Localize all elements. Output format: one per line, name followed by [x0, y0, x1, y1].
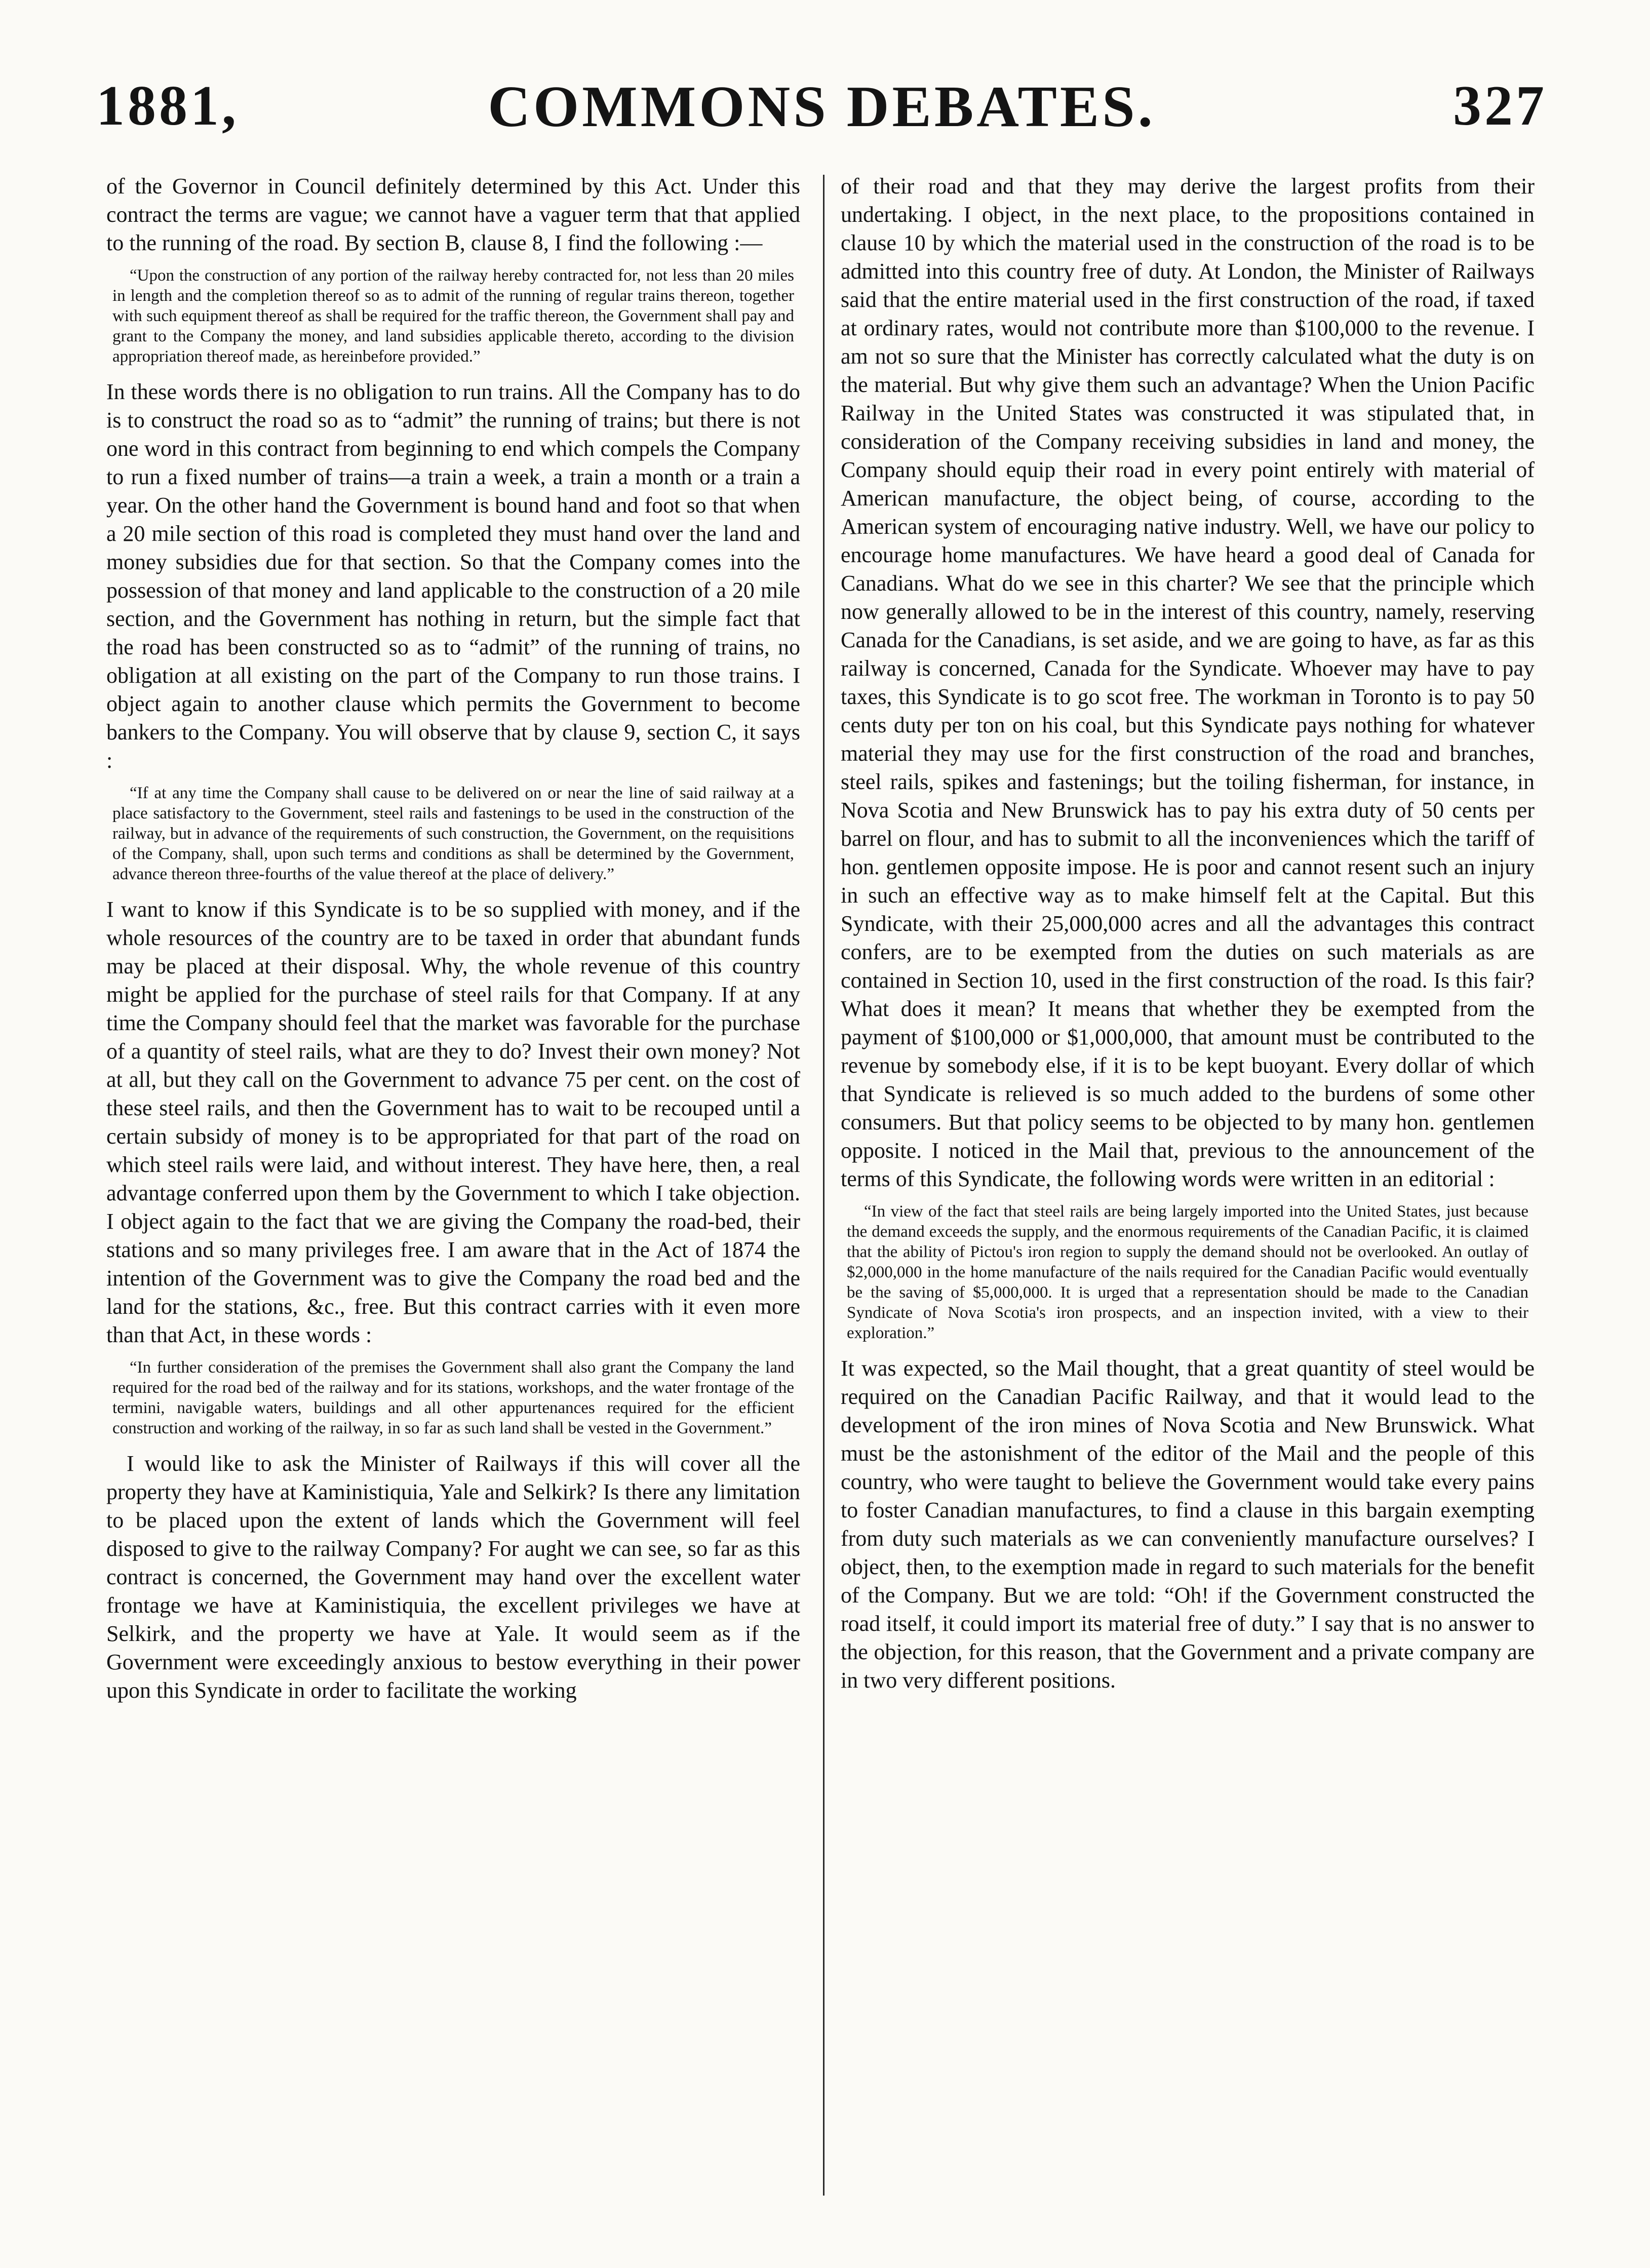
paragraph: of their road and that they may derive the largest profits from their undertaking. I object, in the next place, to the propositions contained in clause 10 by which the material used in the construction of the road is to be admitted into this country free of duty. At London, the Minister of Railways said that the entire material used in the first construction of the road, if taxed at ordinary rates, would not contribute more than $100,000 to the revenue. I am not so sure that the Minister has correctly calculated what the duty is on the material. But why give them such an advantage? When the Union Pacific Railway in the United States was constructed it was stipulated that, in consideration of the Company receiving subsidies in land and money, the Company should equip their road in every point entirely with material of American manufacture, the object being, of course, according to the American system of encouraging native industry. Well, we have our policy to encourage home manufactures. We have heard a good deal of Canada for Canadians. What do we see in this charter? We see that the principle which now generally allowed to be in the interest of this country, namely, reserving Canada for the Canadians, is set aside, and we are going to have, as far as this railway is concerned, Canada for the Syndicate. Whoever may have to pay taxes, this Syndicate is to go scot free. The workman in Toronto is to pay 50 cents duty per ton on his coal, but this Syndicate pays nothing for whatever material they may use for the first construction of the road and branches, steel rails, spikes and fastenings; but the toiling fisherman, for instance, in Nova Scotia and New Brunswick has to pay his extra duty of 50 cents per barrel on flour, and has to submit to all the inconveniences which the tariff of hon. gentlemen opposite impose. He is poor and cannot resent such an injury in such an effective way as to make himself felt at the Capital. But this Syndicate, with their 25,000,000 acres and all the advantages this contract confers, are to be exempted from the duties on such materials as are contained in Section 10, used in the first construction of the road. Is this fair? What does it mean? It means that whether they be exempted from the payment of $100,000 or $1,000,000, that amount must be contributed to the revenue by somebody else, if it is to be kept buoyant. Every dollar of which that Syndicate is relieved is so much added to the burdens of some other consumers. But that policy seems to be objected to by many hon. gentlemen opposite. I noticed in the Mail that, previous to the announcement of the terms of this Syndicate, the following words were written in an editorial : [841, 174, 1535, 1191]
quotation: “In view of the fact that steel rails are being largely imported into the United States, just because the demand exceeds the supply, and the enormous requirements of the Canadian Pacific, it is claimed that the ability of Pictou's iron region to supply the demand should not be overlooked. An outlay of $2,000,000 in the home manufacture of the nails required for the Canadian Pacific would eventually be the saving of $5,000,000. It is urged that a representation should be made to the Canadian Syndicate of Nova Scotia's iron prospects, and an inspection invited, with a view to their exploration.” [847, 1202, 1528, 1342]
left-column [106, 172, 800, 1710]
quotation: “Upon the construction of any portion of the railway hereby contracted for, not less than 20 miles in length and the completion thereof so as to admit of the running of regular trains thereon, together with such equipment thereof as shall be required for the traffic thereon, the Government shall pay and grant to the Company the money, and land subsidies applicable thereto, according to the division appropriation thereof made, as hereinbefore provided.” [112, 266, 794, 366]
header-year: 1881, [96, 74, 239, 137]
paragraph: I would like to ask the Minister of Railways if this will cover all the property they have at Kaministiquia, Yale and Selkirk? Is there any limitation to be placed upon the extent of lands which the Government will feel disposed to give to the railway Company? For aught we can see, so far as this contract is concerned, the Government may hand over the excellent water frontage we have at Kaministiquia, the excellent privileges we have at Selkirk, and the property we have at Yale. It would seem as if the Government were exceedingly anxious to bestow everything in their power upon this Syndicate in order to facilitate the working [106, 1451, 800, 1703]
paragraph: In these words there is no obligation to run trains. All the Company has to do is to construct the road so as to “admit” the running of trains; but there is not one word in this contract from beginning to end which compels the Company to run a fixed number of trains—a train a week, a train a month or a train a year. On the other hand the Government is bound hand and foot so that when a 20 mile section of this road is completed they must hand over the land and money subsidies due for that section. So that the Company comes into the possession of that money and land applicable to the construction of a 20 mile section, and the Government has nothing in return, but the simple fact that the road has been constructed so as to “admit” of the running of trains, no obligation at all existing on the part of the Company to run those trains. I object again to another clause which permits the Government to become bankers to the Company. You will observe that by clause 9, section C, it says : [106, 379, 800, 773]
paragraph: It was expected, so the Mail thought, that a great quantity of steel would be required on the Canadian Pacific Railway, and that it would lead to the development of the iron mines of Nova Scotia and New Brunswick. What must be the astonishment of the editor of the Mail and the people of this country, who were taught to believe the Government would take every pains to foster Canadian manufactures, to find a clause in this bargain exempting from duty such materials as we can conveniently manufacture ourselves? I object, then, to the exemption made in regard to such materials for the benefit of the Company. But we are told: “Oh! if the Government constructed the road itself, it could import its material free of duty.” I say that is no answer to the objection, for this reason, that the Government and a private company are in two very different positions. [841, 1356, 1535, 1693]
header-page-number: 327 [1453, 74, 1547, 137]
column-divider [823, 175, 824, 2196]
header-title: COMMONS DEBATES. [488, 74, 1156, 139]
quotation: “If at any time the Company shall cause to be delivered on or near the line of said railway at a place satisfactory to the Government, steel rails and fastenings to be used in the construction of the railway, but in advance of the requirements of such construction, the Government, on the requisitions of the Company, shall, upon such terms and conditions as shall be determined by the Government, advance thereon three-fourths of the value thereof at the place of delivery.” [112, 784, 794, 883]
page-header [96, 73, 1547, 149]
quotation: “In further consideration of the premises the Government shall also grant the Company the land required for the road bed of the railway and for its stations, workshops, and the water frontage of the termini, navigable waters, buildings and all other appurtenances required for the efficient construction and working of the railway, in so far as such land shall be vested in the Government.” [112, 1358, 794, 1437]
right-column [841, 172, 1535, 1700]
paragraph: I want to know if this Syndicate is to be so supplied with money, and if the whole resources of the country are to be taxed in order that abundant funds may be placed at their disposal. Why, the whole revenue of this country might be applied for the purchase of steel rails for that Company. If at any time the Company should feel that the market was favorable for the purchase of a quantity of steel rails, what are they to do? Invest their own money? Not at all, but they call on the Government to advance 75 per cent. on the cost of these steel rails, and then the Government has to wait to be recouped until a certain subsidy of money is to be appropriated for that part of the road on which steel rails were laid, and without interest. They have here, then, a real advantage conferred upon them by the Government to which I take objection. I object again to the fact that we are giving the Company the road-bed, their stations and so many privileges free. I am aware that in the Act of 1874 the intention of the Government was to give the Company the road bed and the land for the stations, &c., free. But this contract carries with it even more than that Act, in these words : [106, 897, 800, 1347]
paragraph: of the Governor in Council definitely determined by this Act. Under this contract the terms are vague; we cannot have a vaguer term that that applied to the running of the road. By section B, clause 8, I find the following :— [106, 174, 800, 255]
